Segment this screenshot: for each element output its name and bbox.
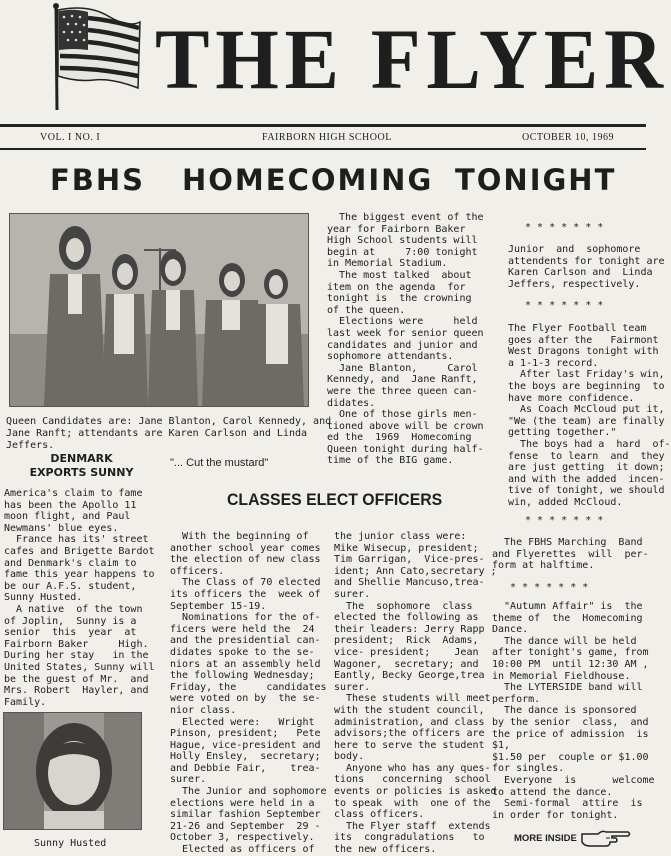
- star-divider: * * * * * * *: [510, 582, 589, 593]
- headline-tonight: TONIGHT: [455, 163, 617, 197]
- denmark-headline: DENMARK EXPORTS SUNNY: [29, 452, 134, 479]
- football-story: The Flyer Football team goes after the Fairmont West Dragons tonight with a 1-1-3 record. After last Friday's win, the boys are beginning to have more confidence. As Coach McCloud put it, "We (the team) are finally getting together." The boys had a hard of- fense to learn and they are just getting it down; and with the added incen- tive of tonight, we should win, added McCloud.: [508, 323, 671, 508]
- star-divider: * * * * * * *: [525, 300, 604, 311]
- attendants-story: Junior and sophomore attendents for tonight are Karen Carlson and Linda Jeffers, respectively.: [508, 244, 665, 290]
- pointing-hand-icon: [580, 826, 632, 848]
- denmark-story: America's claim to fame has been the Apollo 11 moon flight, and Paul Newmans' blue eyes. France has its' street cafes and Brigette Bardot and Denmark's claim to fame this year happens to be our A.F.S. student, Sunny Husted. A native of the town of Joplin, Sunny is a senior this year at Fairborn Baker High. During her stay in the United States, Sunny will be the guest of Mr. and Mrs. Robert Hayler, and Family.: [4, 488, 155, 708]
- top-rule: [0, 124, 646, 127]
- more-inside-label: MORE INSIDE: [514, 833, 577, 844]
- homecoming-story: The biggest event of the year for Fairborn Baker High School students will begin at 7:00 tonight in Memorial Stadium. The most talked about item on the agenda for tonight is the crowning of the queen. Elections were held last week for senior queen candidates and junior and sophomore attendants. Jane Blanton, Carol Kennedy, and Jane Ranft, were the three queen can- didates. One of those girls men- tioned above will be crown ed the 1969 Homecoming Queen tonight during half- time of the BIG game.: [327, 212, 484, 467]
- star-divider: * * * * * * *: [525, 515, 604, 526]
- school-name: FAIRBORN HIGH SCHOOL: [262, 132, 392, 143]
- issue-date: OCTOBER 10, 1969: [522, 132, 614, 143]
- headline-homecoming: HOMECOMING: [182, 163, 434, 197]
- american-flag-icon: [48, 2, 142, 110]
- queen-candidates-photo: [9, 213, 309, 407]
- cut-the-mustard-quote: "... Cut the mustard": [170, 457, 269, 469]
- headline-fbhs: FBHS: [50, 163, 146, 197]
- dance-story: "Autumn Affair" is the theme of the Homecoming Dance. The dance will be held after tonight's game, from 10:00 PM until 12:30 AM , in Memorial Fieldhouse. The LYTERSIDE band will perform. The dance is sponsored by the senior class, and the price of admission is $1, $1.50 per couple or $1.00 for singles. Everyone is welcome to attend the dance. Semi-formal attire is in order for tonight.: [492, 601, 655, 821]
- band-story: The FBHS Marching Band and Flyerettes will per- form at halftime.: [492, 537, 649, 572]
- volume-number: VOL. I NO. I: [40, 132, 101, 143]
- classes-story-left: With the beginning of another school year comes the election of new class officers. The Class of 70 elected its officers the week of September 15-19. Nominations for the of- ficers were held the 24 and the presidential can- didates spoke to the se- niors at an assembly held the following Wednesday; Friday, the candidates were voted on by the se- nior class. Elected were: Wright Pinson, president; Pete Hague, vice-president and Holly Ensley, secretary; and Debbie Fair, trea- surer. The Junior and sophomore elections were held in a similar fashion September 21-26 and September 29 - October 3, respectively. Elected as officers of: [170, 531, 327, 856]
- photo-caption: Queen Candidates are: Jane Blanton, Carol Kennedy, and Jane Ranft; attendants are Karen Carlson and Linda Jeffers.: [6, 416, 332, 451]
- masthead-title: THE FLYER: [155, 11, 669, 107]
- star-divider: * * * * * * *: [525, 222, 604, 233]
- classes-story-right: the junior class were: Mike Wisecup, president; Tim Garrigan, Vice-pres- ident; Ann Cato,secretary ; and Shellie Mancuso,trea- surer. The sophomore class elected the following as their leaders: Jerry Rapp president; Rick Adams, vice- president; Jean Wagoner, secretary; and Eantly, Becky George,trea surer. These students will meet with the student council, administration, and class advisors;the officers are here to serve the student body. Anyone who has any ques- tions concerning school events or policies is asked to speak with one of the class officers. The Flyer staff extends its congradulations to the new officers.: [334, 531, 497, 856]
- bottom-rule: [0, 148, 646, 150]
- sunny-husted-photo: [3, 712, 142, 830]
- classes-elect-officers-headline: CLASSES ELECT OFFICERS: [227, 490, 443, 509]
- sunny-caption: Sunny Husted: [34, 838, 107, 849]
- main-headline: [20, 160, 640, 200]
